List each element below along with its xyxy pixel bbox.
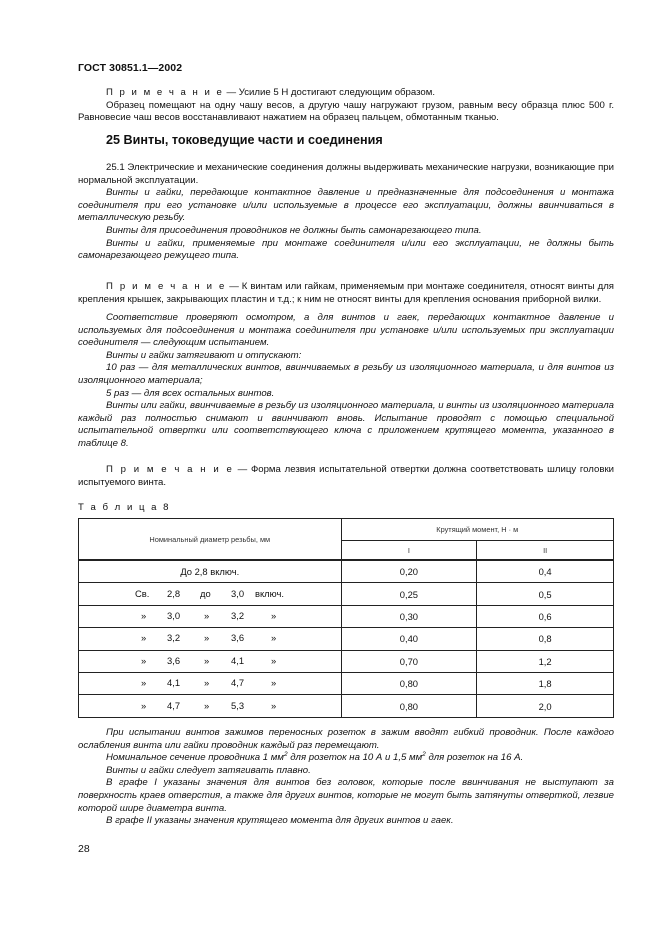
table-row: [79, 628, 614, 650]
range-from: 4,1: [167, 677, 181, 689]
page-number: 28: [78, 843, 90, 855]
range-prefix: »: [141, 609, 147, 621]
torque-cell-1: 0,20: [341, 560, 477, 583]
section-title: 25 Винты, токоведущие части и соединения: [106, 133, 383, 147]
torque-cell-1: 0,30: [341, 605, 477, 627]
note-2-label: П р и м е ч а н и е: [106, 281, 227, 292]
range-prefix: »: [141, 654, 147, 666]
note-block-1: [78, 87, 614, 125]
table-row: [79, 605, 614, 627]
note-block-2: [78, 281, 614, 306]
torque-cell-2: 0,4: [477, 560, 614, 583]
body-block-3: [78, 727, 614, 828]
note-1-label: П р и м е ч а н и е: [106, 87, 224, 98]
paragraph-tighten: Винты и гайки затягивают и отпускают:: [106, 349, 302, 361]
range-from: 2,8: [167, 587, 181, 599]
paragraph-screws-conductors: Винты для присоединения проводников не должны быть самонарезающего типа.: [106, 224, 482, 236]
range-to: 3,0: [231, 587, 245, 599]
table-header-row: [79, 519, 614, 541]
note-2-text: — К винтам или гайкам, применяемым при монтаже соединителя, относят винты для крепления крышек, закрывающих пластин и т.д.; к ним не относят винты для крепления основания приборной вилки.: [78, 281, 614, 305]
note-1-paragraph-2: Образец помещают на одну чашу весов, а другую чашу нагружают грузом, равным весу образца плюс 500 г. Равновесие чаш весов восстанавливают нажатием на образец пальцем, обмотанным тканью.: [78, 99, 614, 124]
range-mid: »: [204, 632, 210, 644]
cross-section-text-c: для розеток на 16 А.: [425, 752, 524, 764]
table-row: [79, 583, 614, 605]
header-col-1: I: [341, 541, 477, 561]
torque-cell-1: 0,80: [341, 695, 477, 717]
paragraph-column-1: В графе I указаны значения для винтов без головок, которые после ввинчивания не выступают за поверхность краев отверстия, а также для других винтов, которые не могут быть затянуты отверткой, лезвие которой шире диаметра винта.: [78, 777, 614, 814]
body-block-2: [78, 312, 614, 451]
torque-cell-2: 0,6: [477, 605, 614, 627]
paragraph-column-2: В графе II указаны значения крутящего момента для других винтов и гаек.: [106, 815, 454, 827]
body-block-1: [78, 162, 614, 263]
range-to: 3,6: [231, 632, 245, 644]
range-to: 4,1: [231, 654, 245, 666]
range-prefix: Св.: [135, 587, 150, 599]
diameter-cell: [79, 650, 342, 672]
range-from: 3,2: [167, 632, 181, 644]
range-prefix: »: [141, 632, 147, 644]
header-torque: Крутящий момент, Н · м: [341, 519, 613, 541]
range-mid: »: [204, 609, 210, 621]
range-from: 4,7: [167, 699, 181, 711]
range-suffix: »: [271, 654, 277, 666]
header-diameter: Номинальный диаметр резьбы, мм: [79, 519, 342, 561]
diameter-cell: [79, 583, 342, 605]
superscript-2: 2: [422, 751, 426, 758]
range-from: 3,0: [167, 609, 181, 621]
range-mid: »: [204, 677, 210, 689]
paragraph-10-times: 10 раз — для металлических винтов, ввинчиваемых в резьбу из изоляционного материала, и для винтов из изоляционного материала;: [78, 362, 614, 386]
range-to: 4,7: [231, 677, 245, 689]
torque-cell-2: 2,0: [477, 695, 614, 717]
paragraph-flexible-conductor: При испытании винтов зажимов переносных розеток в зажим вводят гибкий проводник. После каждого ослабления винта или гайки проводник каждый раз перемещают.: [78, 727, 614, 751]
paragraph-compliance: Соответствие проверяют осмотром, а для винтов и гаек, передающих контактное давление и используемых для подсоединения и монтажа соединителя при установке и/или используемых при эксплуатации соединителя — следующим испытанием.: [78, 312, 614, 349]
torque-cell-1: 0,70: [341, 650, 477, 672]
table-row: [79, 695, 614, 717]
cross-section-text-a: Номинальное сечение проводника 1 мм: [106, 752, 284, 764]
range-mid: »: [204, 654, 210, 666]
range-suffix: »: [271, 677, 277, 689]
range-suffix: »: [271, 609, 277, 621]
range-mid: до: [200, 587, 211, 599]
diameter-cell: [79, 605, 342, 627]
range-suffix: включ.: [255, 587, 284, 599]
torque-table: [78, 518, 614, 718]
torque-cell-1: 0,40: [341, 628, 477, 650]
range-to: 5,3: [231, 699, 245, 711]
note-2-line: [78, 281, 614, 306]
header-col-2: II: [477, 541, 614, 561]
note-3-label: П р и м е ч а н и е: [106, 464, 234, 475]
paragraph-test-procedure: Винты или гайки, ввинчиваемые в резьбу из изоляционного материала, и винты из изоляционного материала каждый раз полностью снимают и ввинчивают вновь. Испытание проводят с помощью специальной испытательной отвертки или соответствующего ключа с приложением крутящего момента, указанного в таблице 8.: [78, 400, 614, 449]
torque-cell-2: 1,8: [477, 672, 614, 694]
torque-cell-2: 0,5: [477, 583, 614, 605]
note-1-text: — Усилие 5 Н достигают следующим образом.: [223, 87, 435, 98]
standard-code-header: ГОСТ 30851.1—2002: [78, 62, 183, 74]
range-prefix: »: [141, 699, 147, 711]
diameter-cell: До 2,8 включ.: [79, 560, 342, 583]
paragraph-5-times: 5 раз — для всех остальных винтов.: [106, 387, 275, 399]
clause-25-1: 25.1 Электрические и механические соединения должны выдерживать механические нагрузки, возникающие при нормальной эксплуатации.: [78, 162, 614, 186]
range-mid: »: [204, 699, 210, 711]
torque-cell-1: 0,25: [341, 583, 477, 605]
diameter-cell: [79, 628, 342, 650]
note-1-line: [78, 87, 614, 100]
table-row: [79, 650, 614, 672]
range-to: 3,2: [231, 609, 245, 621]
range-suffix: »: [271, 699, 277, 711]
paragraph-tighten-smoothly: Винты и гайки следует затягивать плавно.: [106, 764, 311, 776]
torque-cell-2: 1,2: [477, 650, 614, 672]
note-block-3: [78, 464, 614, 489]
range-prefix: »: [141, 677, 147, 689]
diameter-cell: [79, 695, 342, 717]
torque-cell-2: 0,8: [477, 628, 614, 650]
table-caption: Т а б л и ц а 8: [78, 502, 171, 513]
diameter-cell: [79, 672, 342, 694]
range-suffix: »: [271, 632, 277, 644]
paragraph-screws-mounting: Винты и гайки, применяемые при монтаже соединителя и/или его эксплуатации, не должны быть самонарезающего режущего типа.: [78, 237, 614, 262]
table-row: [79, 672, 614, 694]
range-from: 3,6: [167, 654, 181, 666]
note-3-line: [78, 464, 614, 489]
cross-section-text-b: для розеток на 10 А и 1,5 мм: [287, 752, 423, 764]
torque-cell-1: 0,80: [341, 672, 477, 694]
superscript-1: 2: [283, 751, 288, 758]
paragraph-cross-section: [78, 752, 614, 765]
paragraph-screws-contact: Винты и гайки, передающие контактное давление и предназначенные для подсоединения и монтажа соединителя при его установке и/или используемые в процессе его эксплуатации, должны ввинчиваться в металлическую резьбу.: [78, 187, 614, 224]
note-3-text: — Форма лезвия испытательной отвертки должна соответствовать шлицу головки испытуемого винта.: [78, 464, 614, 488]
table-row: [79, 560, 614, 583]
